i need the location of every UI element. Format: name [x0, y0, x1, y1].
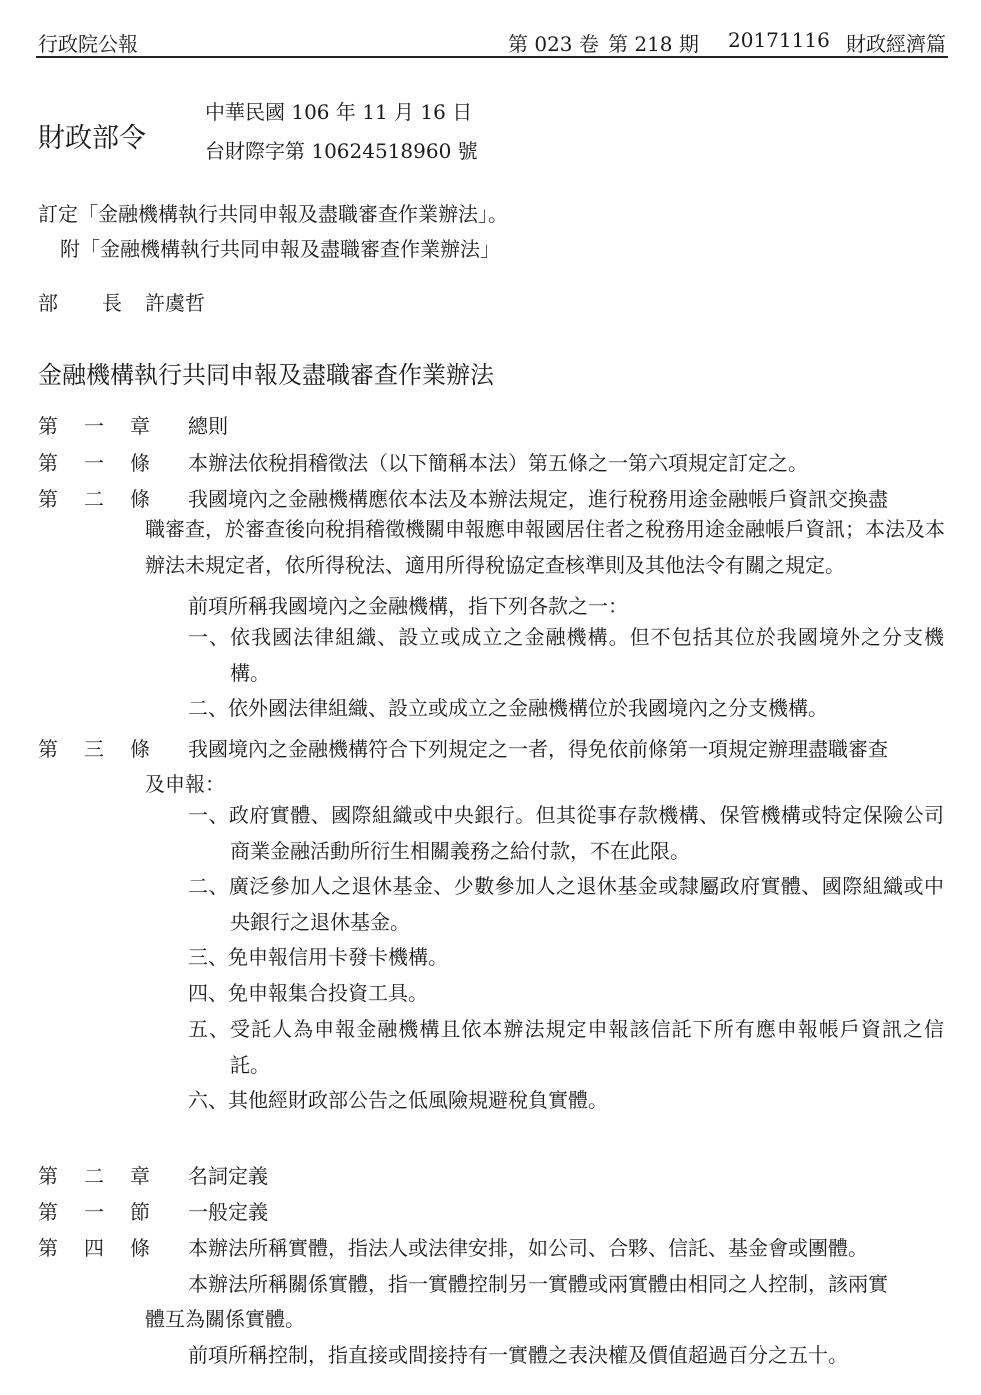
- section-name: 財政經濟篇: [846, 32, 946, 56]
- label-char: 三: [84, 737, 104, 761]
- volume-number: 第 023 卷: [508, 32, 599, 56]
- label-char: 第: [38, 1236, 58, 1260]
- gazette-header: [38, 28, 946, 54]
- label-char: 四: [84, 1236, 104, 1260]
- article-1-label: [38, 447, 150, 476]
- label-char: 二: [84, 1164, 104, 1188]
- intro-line-1: 訂定「金融機構執行共同申報及盡職審查作業辦法」。: [38, 202, 508, 226]
- minister-name: 許虞哲: [145, 291, 205, 315]
- chapter-2-title: 名詞定義: [188, 1164, 268, 1188]
- label-char: 條: [130, 1236, 150, 1260]
- article-3-item-3: 三、免申報信用卡發卡機構。: [188, 945, 448, 969]
- article-2-label: [38, 483, 150, 512]
- article-3-first-line: 我國境內之金融機構符合下列規定之一者，得免依前條第一項規定辦理盡職審查: [188, 737, 888, 761]
- minister-title-2: 長: [102, 291, 122, 315]
- label-char: 二: [84, 487, 104, 511]
- article-4-paragraph-2-first: 本辦法所稱關係實體，指一實體控制另一實體或兩實體由相同之人控制，該兩實: [188, 1272, 888, 1296]
- label-char: 一: [84, 451, 104, 475]
- article-2-item-2: 二、依外國法律組織、設立或成立之金融機構位於我國境內之分支機構。: [188, 696, 828, 720]
- label-char: 條: [130, 451, 150, 475]
- label-char: 第: [38, 451, 58, 475]
- article-3-item-2: 二、廣泛參加人之退休基金、少數參加人之退休基金或隸屬政府實體、國際組織或中央銀行之退休基金。: [188, 874, 944, 934]
- label-char: 第: [38, 487, 58, 511]
- label-char: 一: [84, 414, 104, 438]
- label-char: 第: [38, 737, 58, 761]
- label-char: 條: [130, 487, 150, 511]
- article-3-label: [38, 733, 150, 762]
- label-char: 第: [38, 1164, 58, 1188]
- article-3-item-6: 六、其他經財政部公告之低風險規避稅負實體。: [188, 1088, 608, 1112]
- label-char: 第: [38, 1200, 58, 1224]
- article-1-text: 本辦法依稅捐稽徵法（以下簡稱本法）第五條之一第六項規定訂定之。: [188, 451, 808, 475]
- article-2-paragraph-2: 前項所稱我國境內之金融機構，指下列各款之一：: [188, 594, 628, 618]
- label-char: 第: [38, 414, 58, 438]
- article-4-paragraph-2-rest: 體互為關係實體。: [145, 1307, 305, 1331]
- article-4-paragraph-3: 前項所稱控制，指直接或間接持有一實體之表決權及價值超過百分之五十。: [188, 1343, 848, 1367]
- label-char: 節: [130, 1200, 150, 1224]
- order-date: 中華民國 106 年 11 月 16 日: [205, 100, 473, 124]
- label-char: 條: [130, 737, 150, 761]
- article-3-item-5: 五、受託人為申報金融機構且依本辦法規定申報該信託下所有應申報帳戶資訊之信託。: [188, 1017, 944, 1077]
- order-meta: [205, 93, 478, 171]
- intro-line-2: 附「金融機構執行共同申報及盡職審查作業辦法」: [60, 237, 500, 261]
- issue-number: 第 218 期: [608, 32, 699, 56]
- article-4-label: [38, 1232, 150, 1261]
- order-number: 台財際字第 10624518960 號: [205, 139, 478, 163]
- article-2-body: 職審查，於審查後向稅捐稽徵機關申報應申報國居住者之稅務用途金融帳戶資訊；本法及本辦法未規定者，依所得稅法、適用所得稅協定查核準則及其他法令有關之規定。: [145, 517, 945, 577]
- article-3-item-4: 四、免申報集合投資工具。: [188, 981, 428, 1005]
- chapter-1-title: 總則: [188, 414, 228, 438]
- label-char: 章: [130, 414, 150, 438]
- minister-title-1: 部: [38, 291, 58, 315]
- chapter-2-label: [38, 1160, 150, 1189]
- article-3-item-1: 一、政府實體、國際組織或中央銀行。但其從事存款機構、保管機構或特定保險公司商業金融活動所衍生相關義務之給付款，不在此限。: [188, 803, 944, 863]
- publication-name: 行政院公報: [38, 32, 138, 56]
- issue-date: 20171116: [728, 28, 830, 52]
- article-3-body: 及申報：: [145, 772, 225, 796]
- order-name: 財政部令: [38, 123, 146, 154]
- article-4-text: 本辦法所稱實體，指法人或法律安排，如公司、合夥、信託、基金會或團體。: [188, 1236, 868, 1260]
- section-1-title: 一般定義: [188, 1200, 268, 1224]
- header-divider: [36, 56, 948, 58]
- section-1-label: [38, 1196, 150, 1225]
- label-char: 章: [130, 1164, 150, 1188]
- chapter-1-label: [38, 410, 150, 439]
- law-title: 金融機構執行共同申報及盡職審查作業辦法: [38, 361, 494, 389]
- label-char: 一: [84, 1200, 104, 1224]
- article-2-first-line: 我國境內之金融機構應依本法及本辦法規定，進行稅務用途金融帳戶資訊交換盡: [188, 487, 888, 511]
- article-2-item-1: 一、依我國法律組織、設立或成立之金融機構。但不包括其位於我國境外之分支機構。: [188, 625, 944, 685]
